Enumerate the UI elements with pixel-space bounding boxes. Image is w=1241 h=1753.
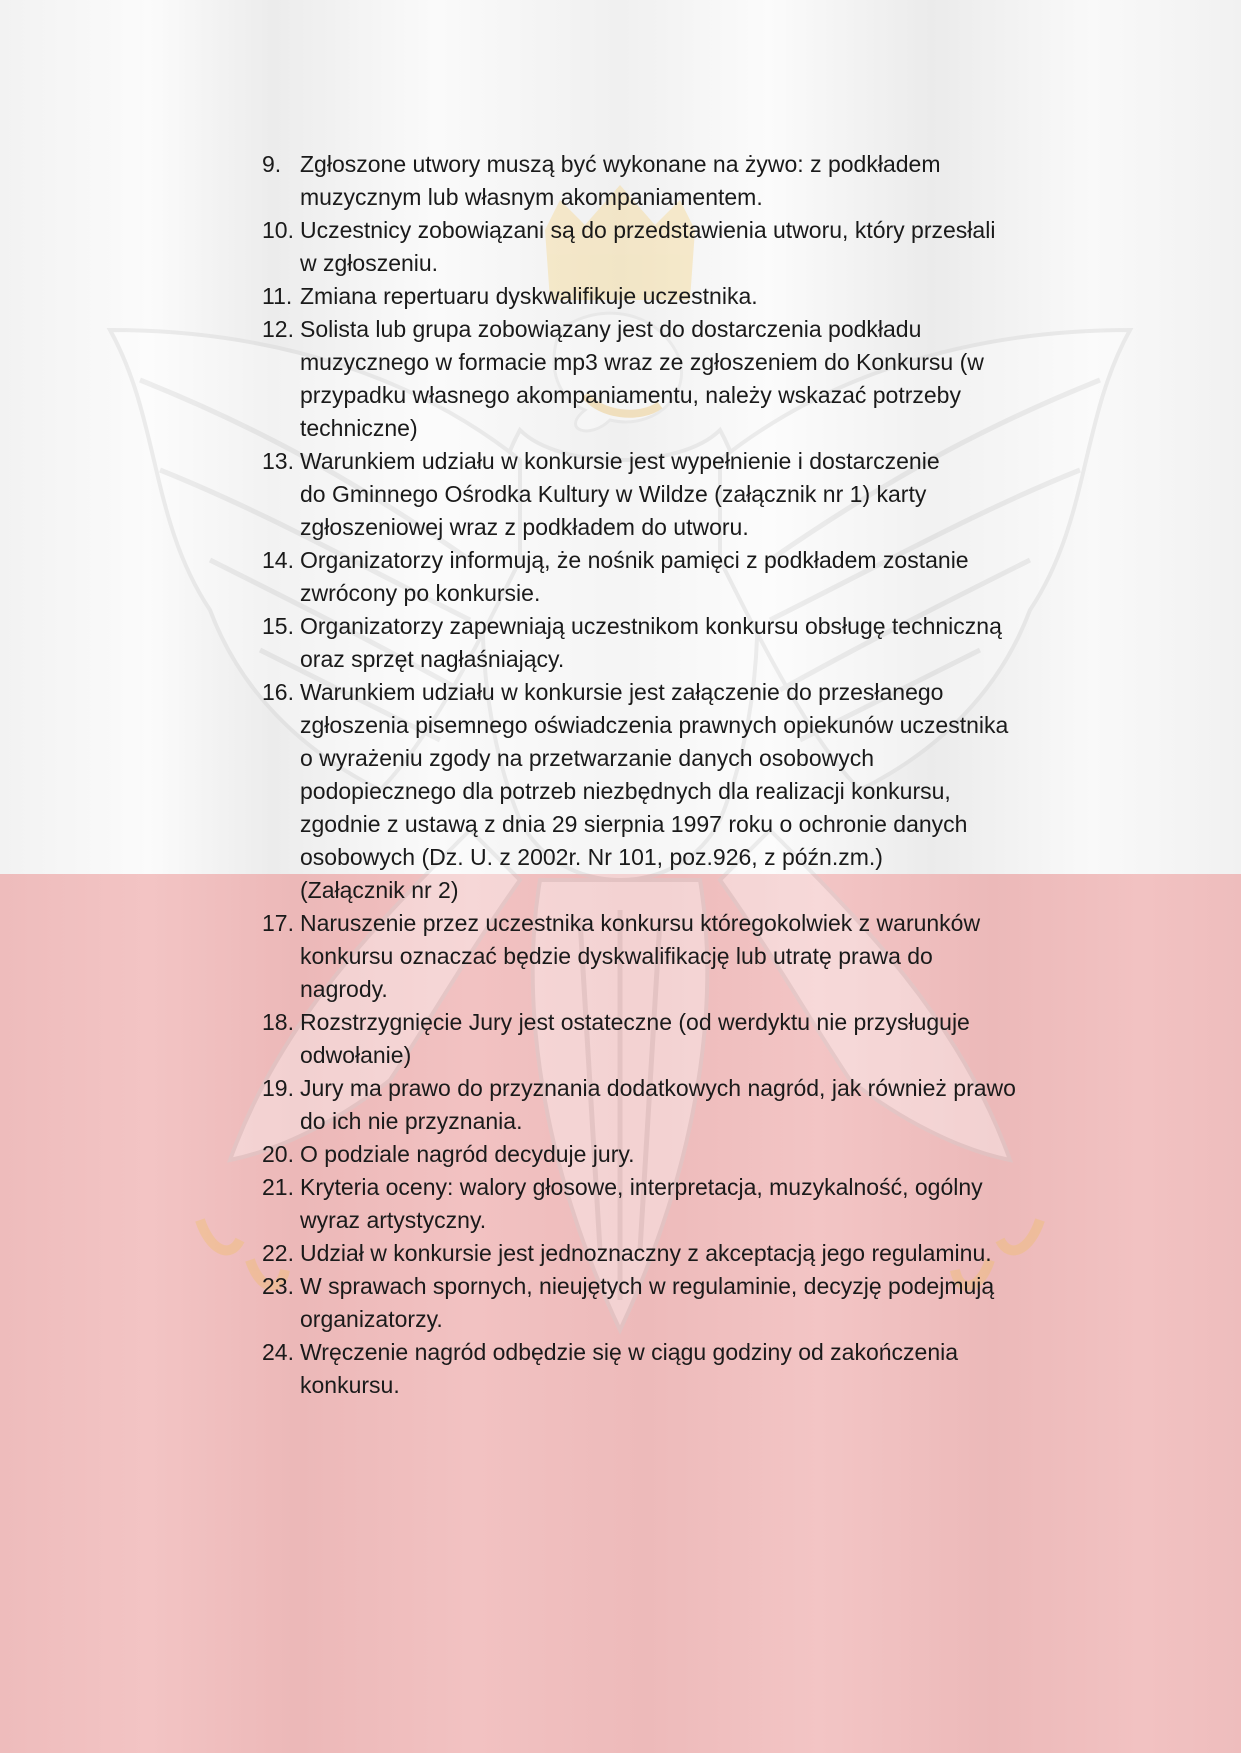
rule-item <box>262 610 1102 676</box>
rule-number: 19. <box>262 1075 294 1101</box>
rules-list <box>262 148 1102 1402</box>
rule-item <box>262 214 1102 280</box>
rule-number: 9. <box>262 151 282 177</box>
rule-number: 21. <box>262 1174 294 1200</box>
rule-text: Kryteria oceny: walory głosowe, interpretacja, muzykalność, ogólny wyraz artystyczny. <box>300 1174 983 1233</box>
rule-text: Organizatorzy zapewniają uczestnikom konkursu obsługę techniczną oraz sprzęt nagłaśniający. <box>300 613 1002 672</box>
rule-number: 20. <box>262 1141 294 1167</box>
rule-item <box>262 148 1102 214</box>
rule-item <box>262 1270 1102 1336</box>
rule-number: 18. <box>262 1009 294 1035</box>
rule-item <box>262 1138 1102 1171</box>
rule-number: 23. <box>262 1273 294 1299</box>
rule-text: O podziale nagród decyduje jury. <box>300 1141 635 1167</box>
rule-number: 13. <box>262 448 294 474</box>
rule-text: Rozstrzygnięcie Jury jest ostateczne (od werdyktu nie przysługuje odwołanie) <box>300 1009 970 1068</box>
rule-item <box>262 676 1102 907</box>
rule-text: Uczestnicy zobowiązani są do przedstawienia utworu, który przesłali w zgłoszeniu. <box>300 217 996 276</box>
rule-text: Udział w konkursie jest jednoznaczny z akceptacją jego regulaminu. <box>300 1240 992 1266</box>
rule-item <box>262 1336 1102 1402</box>
rule-text: Wręczenie nagród odbędzie się w ciągu godziny od zakończenia konkursu. <box>300 1339 959 1398</box>
rule-number: 24. <box>262 1339 294 1365</box>
rule-text: Solista lub grupa zobowiązany jest do dostarczenia podkładu muzycznego w formacie mp3 wraz ze zgłoszeniem do Konkursu (w przypadku własnego akompaniamentu, należy wskazać potrzeby techniczne) <box>300 316 984 441</box>
rule-item <box>262 1072 1102 1138</box>
rule-number: 17. <box>262 910 294 936</box>
rule-text: Zmiana repertuaru dyskwalifikuje uczestnika. <box>300 283 758 309</box>
rule-text: Warunkiem udziału w konkursie jest wypełnienie i dostarczenie do Gminnego Ośrodka Kultury w Wildze (załącznik nr 1) karty zgłoszeniowej wraz z podkładem do utworu. <box>300 448 940 540</box>
rule-item <box>262 280 1102 313</box>
rule-item <box>262 907 1102 1006</box>
rule-text: Naruszenie przez uczestnika konkursu któregokolwiek z warunków konkursu oznaczać będzie dyskwalifikację lub utratę prawa do nagrody. <box>300 910 981 1002</box>
rule-item <box>262 1006 1102 1072</box>
rule-item <box>262 544 1102 610</box>
rule-item <box>262 1171 1102 1237</box>
rule-text: W sprawach spornych, nieujętych w regulaminie, decyzję podejmują organizatorzy. <box>300 1273 995 1332</box>
rule-item <box>262 1237 1102 1270</box>
rule-number: 15. <box>262 613 294 639</box>
rule-number: 11. <box>262 283 293 309</box>
rule-text: Zgłoszone utwory muszą być wykonane na żywo: z podkładem muzycznym lub własnym akompaniamentem. <box>300 151 941 210</box>
rule-text: Jury ma prawo do przyznania dodatkowych nagród, jak również prawo do ich nie przyznania. <box>300 1075 1016 1134</box>
rule-number: 14. <box>262 547 294 573</box>
rule-text: Warunkiem udziału w konkursie jest załączenie do przesłanego zgłoszenia pisemnego oświadczenia prawnych opiekunów uczestnika o wyrażeniu zgody na przetwarzanie danych osobowych podopiecznego dla potrzeb niezbędnych dla realizacji konkursu, zgodnie z ustawą z dnia 29 sierpnia 1997 roku o ochronie danych osobowych (Dz. U. z 2002r. Nr 101, poz.926, z późn.zm.) (Załącznik nr 2) <box>300 679 1009 903</box>
regulations-content <box>262 148 1102 1402</box>
rule-number: 22. <box>262 1240 294 1266</box>
rule-item <box>262 445 1102 544</box>
rule-item <box>262 313 1102 445</box>
rule-number: 16. <box>262 679 294 705</box>
rule-number: 10. <box>262 217 294 243</box>
rule-text: Organizatorzy informują, że nośnik pamięci z podkładem zostanie zwrócony po konkursie. <box>300 547 969 606</box>
rule-number: 12. <box>262 316 294 342</box>
